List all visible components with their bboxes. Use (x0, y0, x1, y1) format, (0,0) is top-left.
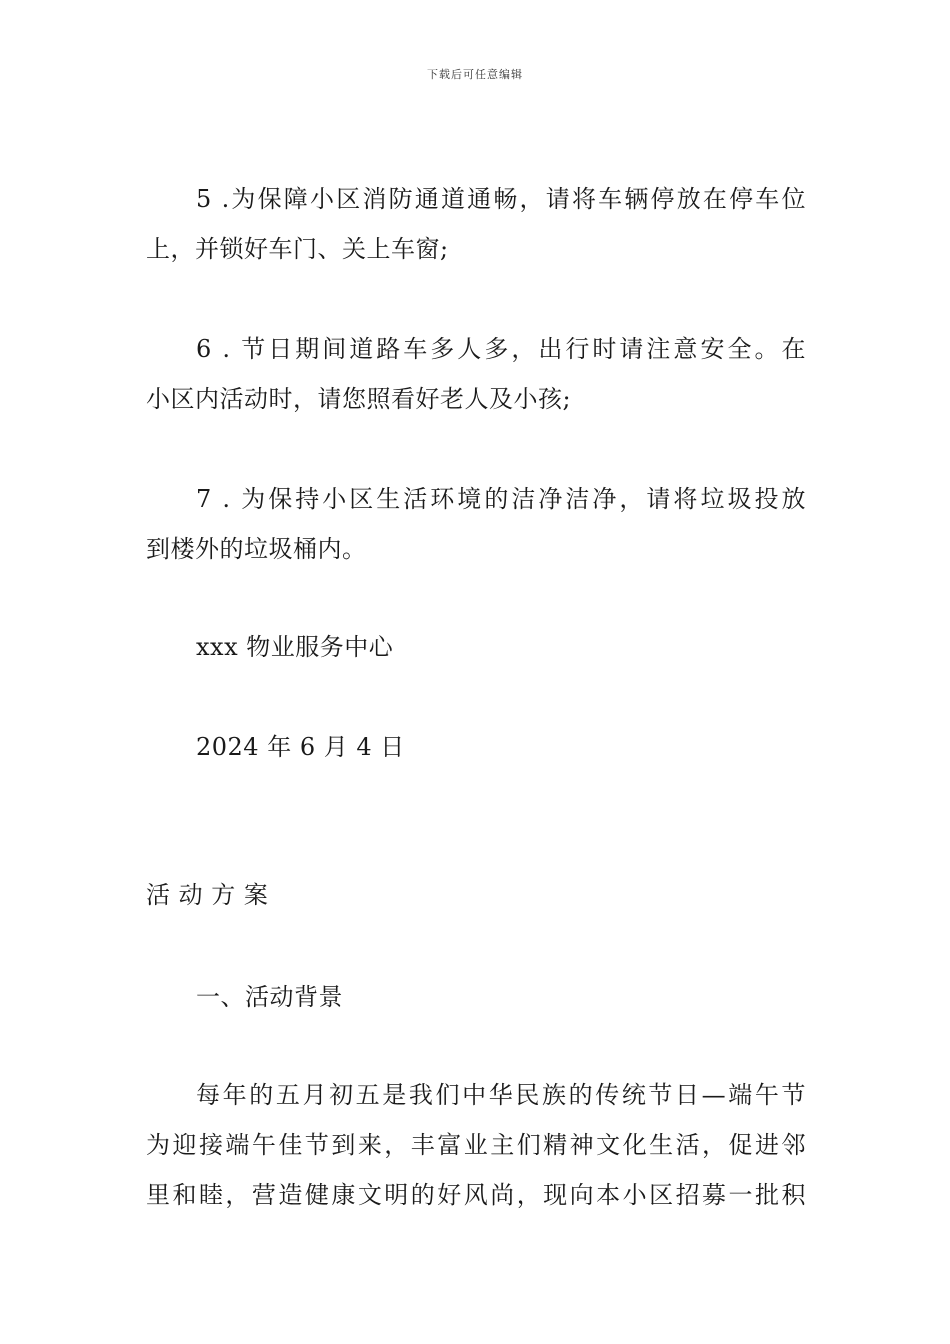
notice-7-line-2: 到楼外的垃圾桶内。 (146, 535, 367, 563)
section-heading-background: 一、活动背景 (196, 983, 343, 1011)
plan-title: 活 动 方 案 (146, 881, 269, 909)
notice-6-line-1: 6 . 节日期间道路车多人多，出行时请注意安全。在 (196, 335, 806, 363)
signature-org: xxx 物业服务中心 (196, 633, 394, 661)
signature-date: 2024 年 6 月 4 日 (196, 733, 405, 761)
notice-5-line-2: 上，并锁好车门、关上车窗; (146, 235, 449, 263)
body-line-3: 里和睦，营造健康文明的好风尚，现向本小区招募一批积 (146, 1181, 806, 1209)
header-note: 下载后可任意编辑 (427, 68, 523, 81)
notice-6-line-2: 小区内活动时，请您照看好老人及小孩; (146, 385, 572, 413)
body-line-1: 每年的五月初五是我们中华民族的传统节日—端午节 (196, 1081, 806, 1109)
notice-7-line-1: 7 . 为保持小区生活环境的洁净洁净，请将垃圾投放 (196, 485, 806, 513)
body-line-2: 为迎接端午佳节到来，丰富业主们精神文化生活，促进邻 (146, 1131, 806, 1159)
notice-5-line-1: 5 .为保障小区消防通道通畅，请将车辆停放在停车位 (196, 185, 806, 213)
